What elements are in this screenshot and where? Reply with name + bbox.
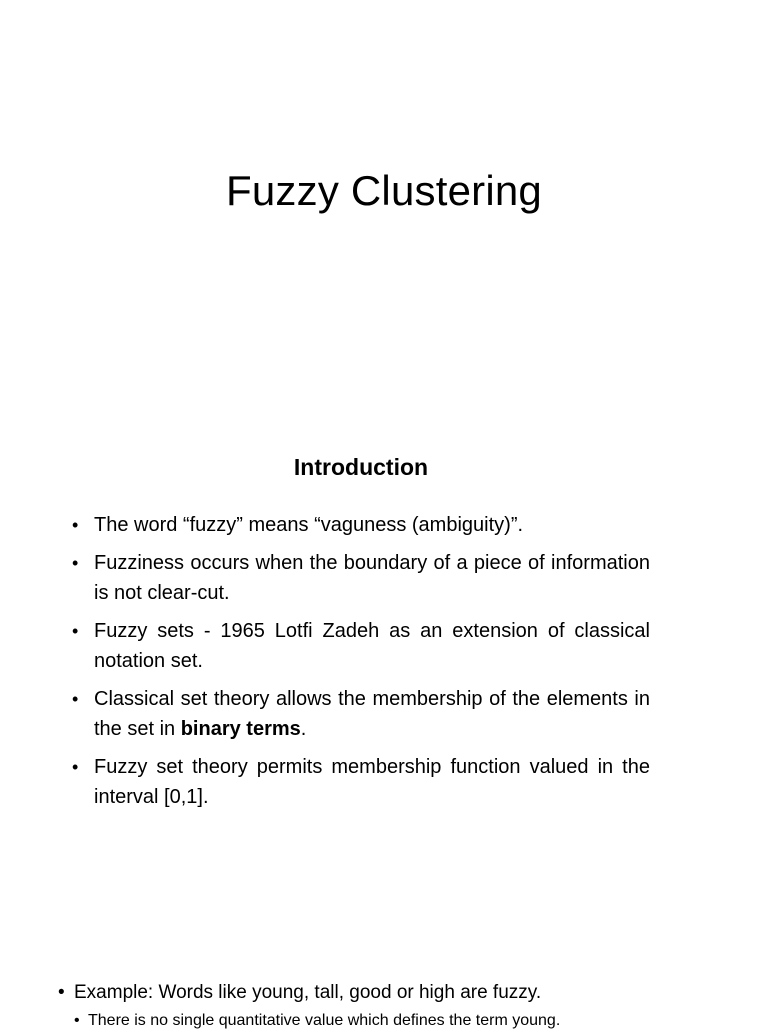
title-slide <box>0 0 768 420</box>
sub-bullet-icon: • <box>74 1012 80 1029</box>
example-slide <box>0 978 768 1029</box>
bullet-text: The word “fuzzy” means “vaguness (ambiguity)”. <box>94 514 524 536</box>
introduction-slide <box>0 440 768 860</box>
list-item <box>72 548 650 608</box>
slide-heading: Introduction <box>293 454 429 480</box>
sub-list-item <box>58 1010 758 1032</box>
list-item <box>58 978 758 1008</box>
bullet-list <box>72 510 650 820</box>
list-item <box>72 510 650 540</box>
bullet-icon: • <box>58 982 65 1003</box>
list-item <box>72 752 650 812</box>
bullet-text: Fuzziness occurs when the boundary of a piece of information is not clear-cut. <box>94 552 650 604</box>
bullet-text: Fuzzy sets - 1965 Lotfi Zadeh as an extension of classical notation set. <box>94 620 650 672</box>
bullet-icon: • <box>72 621 79 641</box>
bullet-text: Fuzzy set theory permits membership function valued in the interval [0,1]. <box>94 756 650 808</box>
bullet-icon: • <box>72 515 79 535</box>
slide-title: Fuzzy Clustering <box>226 167 542 214</box>
bullet-text-end: . <box>300 718 307 740</box>
bullet-icon: • <box>72 689 79 709</box>
bullet-icon: • <box>72 757 79 777</box>
sub-bullet-text: There is no single quantitative value which defines the term young. <box>88 1012 561 1029</box>
example-text: Example: Words like young, tall, good or high are fuzzy. <box>74 982 542 1003</box>
list-item <box>72 684 650 744</box>
list-item <box>72 616 650 676</box>
bold-term: binary terms <box>180 718 301 740</box>
bullet-text: Classical set theory allows the membership of the elements in the set in <box>94 688 650 740</box>
bullet-icon: • <box>72 553 79 573</box>
